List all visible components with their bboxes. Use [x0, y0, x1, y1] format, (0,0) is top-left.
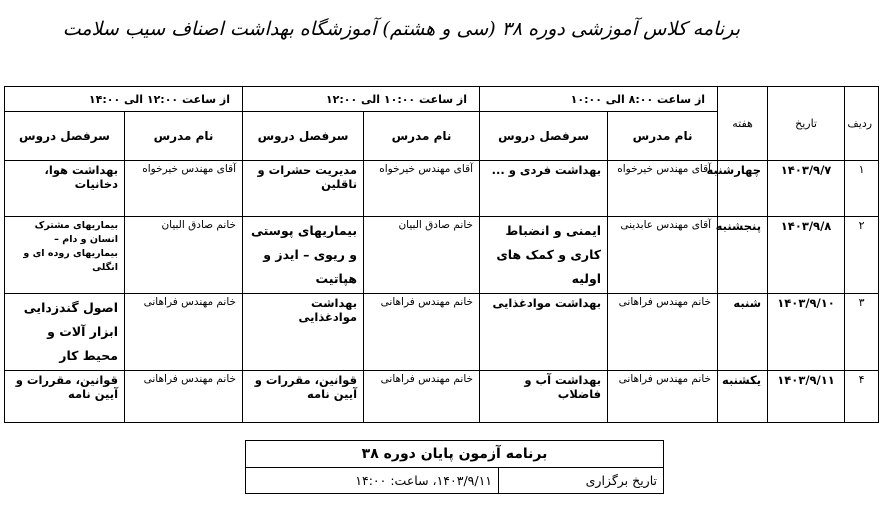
- cell-topic: مدیریت حشرات و ناقلین: [243, 161, 364, 217]
- cell-weekday: پنجشنبه: [718, 217, 768, 294]
- cell-topic: قوانین، مقررات و آیین نامه: [5, 371, 125, 423]
- table-row: [5, 217, 879, 294]
- cell-teacher: آقای مهندس خیرخواه: [608, 161, 718, 217]
- cell-row-no: ۱: [845, 161, 879, 217]
- cell-row-no: ۲: [845, 217, 879, 294]
- cell-teacher: آقای مهندس عابدینی: [608, 217, 718, 294]
- cell-row-no: ۴: [845, 371, 879, 423]
- cell-teacher: آقای مهندس خیرخواه: [125, 161, 243, 217]
- cell-teacher: خانم صادق البیان: [125, 217, 243, 294]
- header-slot-1: از ساعت ۸:۰۰ الی ۱۰:۰۰: [480, 87, 718, 112]
- cell-teacher: خانم مهندس فراهانی: [364, 371, 480, 423]
- header-teacher-1: نام مدرس: [608, 112, 718, 161]
- exam-title: برنامه آزمون پایان دوره ۳۸: [246, 441, 664, 468]
- cell-weekday: شنبه: [718, 294, 768, 371]
- header-weekday: هفته: [718, 87, 768, 161]
- cell-teacher: خانم مهندس فراهانی: [364, 294, 480, 371]
- cell-topic: بهداشت موادغذایی: [480, 294, 608, 371]
- exam-date-value: ۱۴۰۳/۹/۱۱، ساعت: ۱۴:۰۰: [246, 467, 499, 494]
- cell-teacher: آقای مهندس خیرخواه: [364, 161, 480, 217]
- table-row: [5, 371, 879, 423]
- table-row: [5, 294, 879, 371]
- cell-row-no: ۳: [845, 294, 879, 371]
- header-slot-2: از ساعت ۱۰:۰۰ الی ۱۲:۰۰: [243, 87, 480, 112]
- cell-date: ۱۴۰۳/۹/۷: [768, 161, 845, 217]
- cell-topic: اصول گندزدایی ابزار آلات و محیط کار: [5, 294, 125, 371]
- header-topic-3: سرفصل دروس: [5, 112, 125, 161]
- cell-weekday: چهارشنبه: [718, 161, 768, 217]
- header-date: تاریخ: [768, 87, 845, 161]
- cell-topic: بهداشت هوا، دخانیات: [5, 161, 125, 217]
- cell-teacher: خانم مهندس فراهانی: [608, 371, 718, 423]
- cell-date: ۱۴۰۳/۹/۱۱: [768, 371, 845, 423]
- header-topic-1: سرفصل دروس: [480, 112, 608, 161]
- cell-teacher: خانم صادق البیان: [364, 217, 480, 294]
- table-row: [5, 161, 879, 217]
- exam-table: [245, 440, 664, 494]
- cell-topic: بهداشت فردی و ...: [480, 161, 608, 217]
- header-topic-2: سرفصل دروس: [243, 112, 364, 161]
- cell-date: ۱۴۰۳/۹/۸: [768, 217, 845, 294]
- cell-topic: بیماریهای مشترک انسان و دام – بیماریهای روده ای و انگلی: [5, 217, 125, 294]
- header-row-no: ردیف: [845, 87, 879, 161]
- cell-weekday: یکشنبه: [718, 371, 768, 423]
- cell-teacher: خانم مهندس فراهانی: [125, 294, 243, 371]
- exam-date-label: تاریخ برگزاری: [499, 467, 664, 494]
- cell-topic: بهداشت آب و فاضلاب: [480, 371, 608, 423]
- page-title: برنامه کلاس آموزشی دوره ۳۸ (سی و هشتم) آموزشگاه بهداشت اصناف سیب سلامت: [62, 18, 740, 40]
- cell-topic: بیماریهای پوستی و ریوی – ایدز و هپاتیت: [243, 217, 364, 294]
- header-teacher-2: نام مدرس: [364, 112, 480, 161]
- cell-teacher: خانم مهندس فراهانی: [608, 294, 718, 371]
- header-row: [5, 87, 879, 112]
- cell-teacher: خانم مهندس فراهانی: [125, 371, 243, 423]
- cell-topic: بهداشت موادغذایی: [243, 294, 364, 371]
- header-slot-3: از ساعت ۱۲:۰۰ الی ۱۴:۰۰: [5, 87, 243, 112]
- cell-topic: قوانین، مقررات و آیین نامه: [243, 371, 364, 423]
- cell-topic: ایمنی و انضباط کاری و کمک های اولیه: [480, 217, 608, 294]
- cell-date: ۱۴۰۳/۹/۱۰: [768, 294, 845, 371]
- header-teacher-3: نام مدرس: [125, 112, 243, 161]
- schedule-table: [4, 86, 879, 423]
